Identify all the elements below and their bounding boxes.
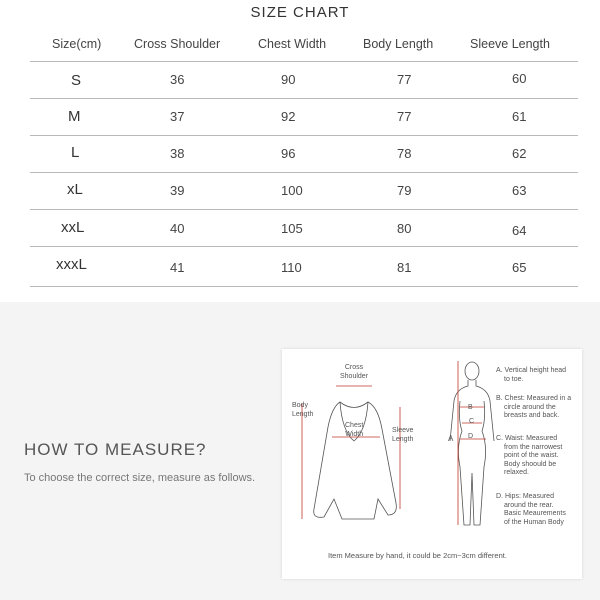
row-divider — [30, 286, 578, 287]
legend-c: C. Waist: Measured from the narrowest point of the waist. Body shoould be relaxed. — [496, 435, 563, 476]
chest-width-cell: 105 — [281, 221, 303, 236]
size-cell-s: S — [71, 72, 82, 89]
legend-a: A. Vertical height head to toe. — [496, 367, 567, 383]
sleeve-length-cell: 61 — [512, 109, 527, 124]
sleeve-length-cell: 63 — [512, 183, 527, 198]
marker-d: D — [468, 433, 474, 440]
body-length-cell: 79 — [397, 183, 412, 198]
row-divider — [30, 135, 578, 136]
cross-shoulder-cell: 36 — [170, 72, 185, 87]
sleeve-length-cell: 65 — [512, 260, 527, 275]
marker-a: A — [448, 434, 454, 443]
body-length-cell: 77 — [397, 109, 412, 124]
header-sleeve-length: Sleeve Length — [470, 37, 550, 51]
row-divider — [30, 172, 578, 173]
legend-d: D. Hips: Measured around the rear. Basic Meaurements of the Human Body — [496, 493, 566, 526]
chest-width-cell: 92 — [281, 109, 296, 124]
measurement-diagram-card — [282, 349, 582, 579]
header-size: Size(cm) — [52, 37, 102, 51]
legend-b: B. Chest: Measured in a circle around the breasts and back. — [496, 395, 572, 419]
cross-shoulder-cell: 38 — [170, 146, 185, 161]
figure-body — [450, 380, 494, 525]
marker-c: C — [469, 418, 475, 425]
size-chart-title: SIZE CHART — [250, 4, 350, 21]
how-to-measure-section — [0, 302, 600, 600]
marker-b: B — [468, 404, 473, 411]
row-divider — [30, 209, 578, 210]
measurement-note: Item Measure by hand, it could be 2cm~3cm different. — [328, 551, 507, 560]
size-cell-xxxl: xxxL — [56, 256, 87, 273]
sleeve-length-cell: 60 — [512, 71, 527, 86]
chest-width-cell: 90 — [281, 72, 296, 87]
row-divider — [30, 246, 578, 247]
sleeve-length-cell: 64 — [512, 223, 527, 238]
header-chest-width: Chest Width — [258, 37, 327, 51]
chest-width-label: Chest Width — [345, 422, 364, 438]
body-length-cell: 78 — [397, 146, 412, 161]
chest-width-cell: 110 — [281, 260, 302, 275]
cross-shoulder-label: Cross Shoulder — [340, 364, 369, 380]
size-cell-xl: xL — [67, 181, 83, 198]
cross-shoulder-cell: 40 — [170, 221, 185, 236]
header-body-length: Body Length — [363, 37, 434, 51]
chest-width-cell: 96 — [281, 146, 296, 161]
size-cell-xxl: xxL — [61, 219, 85, 236]
chest-width-cell: 100 — [281, 183, 303, 198]
sleeve-length-label: Sleeve Length — [392, 427, 414, 443]
size-cell-m: M — [68, 108, 81, 125]
size-cell-l: L — [71, 144, 80, 161]
row-divider — [30, 98, 578, 99]
sleeve-length-cell: 62 — [512, 146, 527, 161]
cross-shoulder-cell: 39 — [170, 183, 185, 198]
sweater-outline — [314, 402, 397, 519]
header-cross-shoulder: Cross Shoulder — [134, 37, 221, 51]
how-to-measure-subtitle: To choose the correct size, measure as follows. — [24, 472, 256, 484]
figure-head — [465, 362, 479, 380]
row-divider — [30, 61, 578, 62]
body-length-label: Body Length — [292, 402, 314, 418]
cross-shoulder-cell: 41 — [170, 260, 185, 275]
cross-shoulder-cell: 37 — [170, 109, 185, 124]
body-length-cell: 81 — [397, 260, 412, 275]
body-length-cell: 80 — [397, 221, 412, 236]
body-length-cell: 77 — [397, 72, 412, 87]
how-to-measure-title: HOW TO MEASURE? — [24, 440, 207, 459]
